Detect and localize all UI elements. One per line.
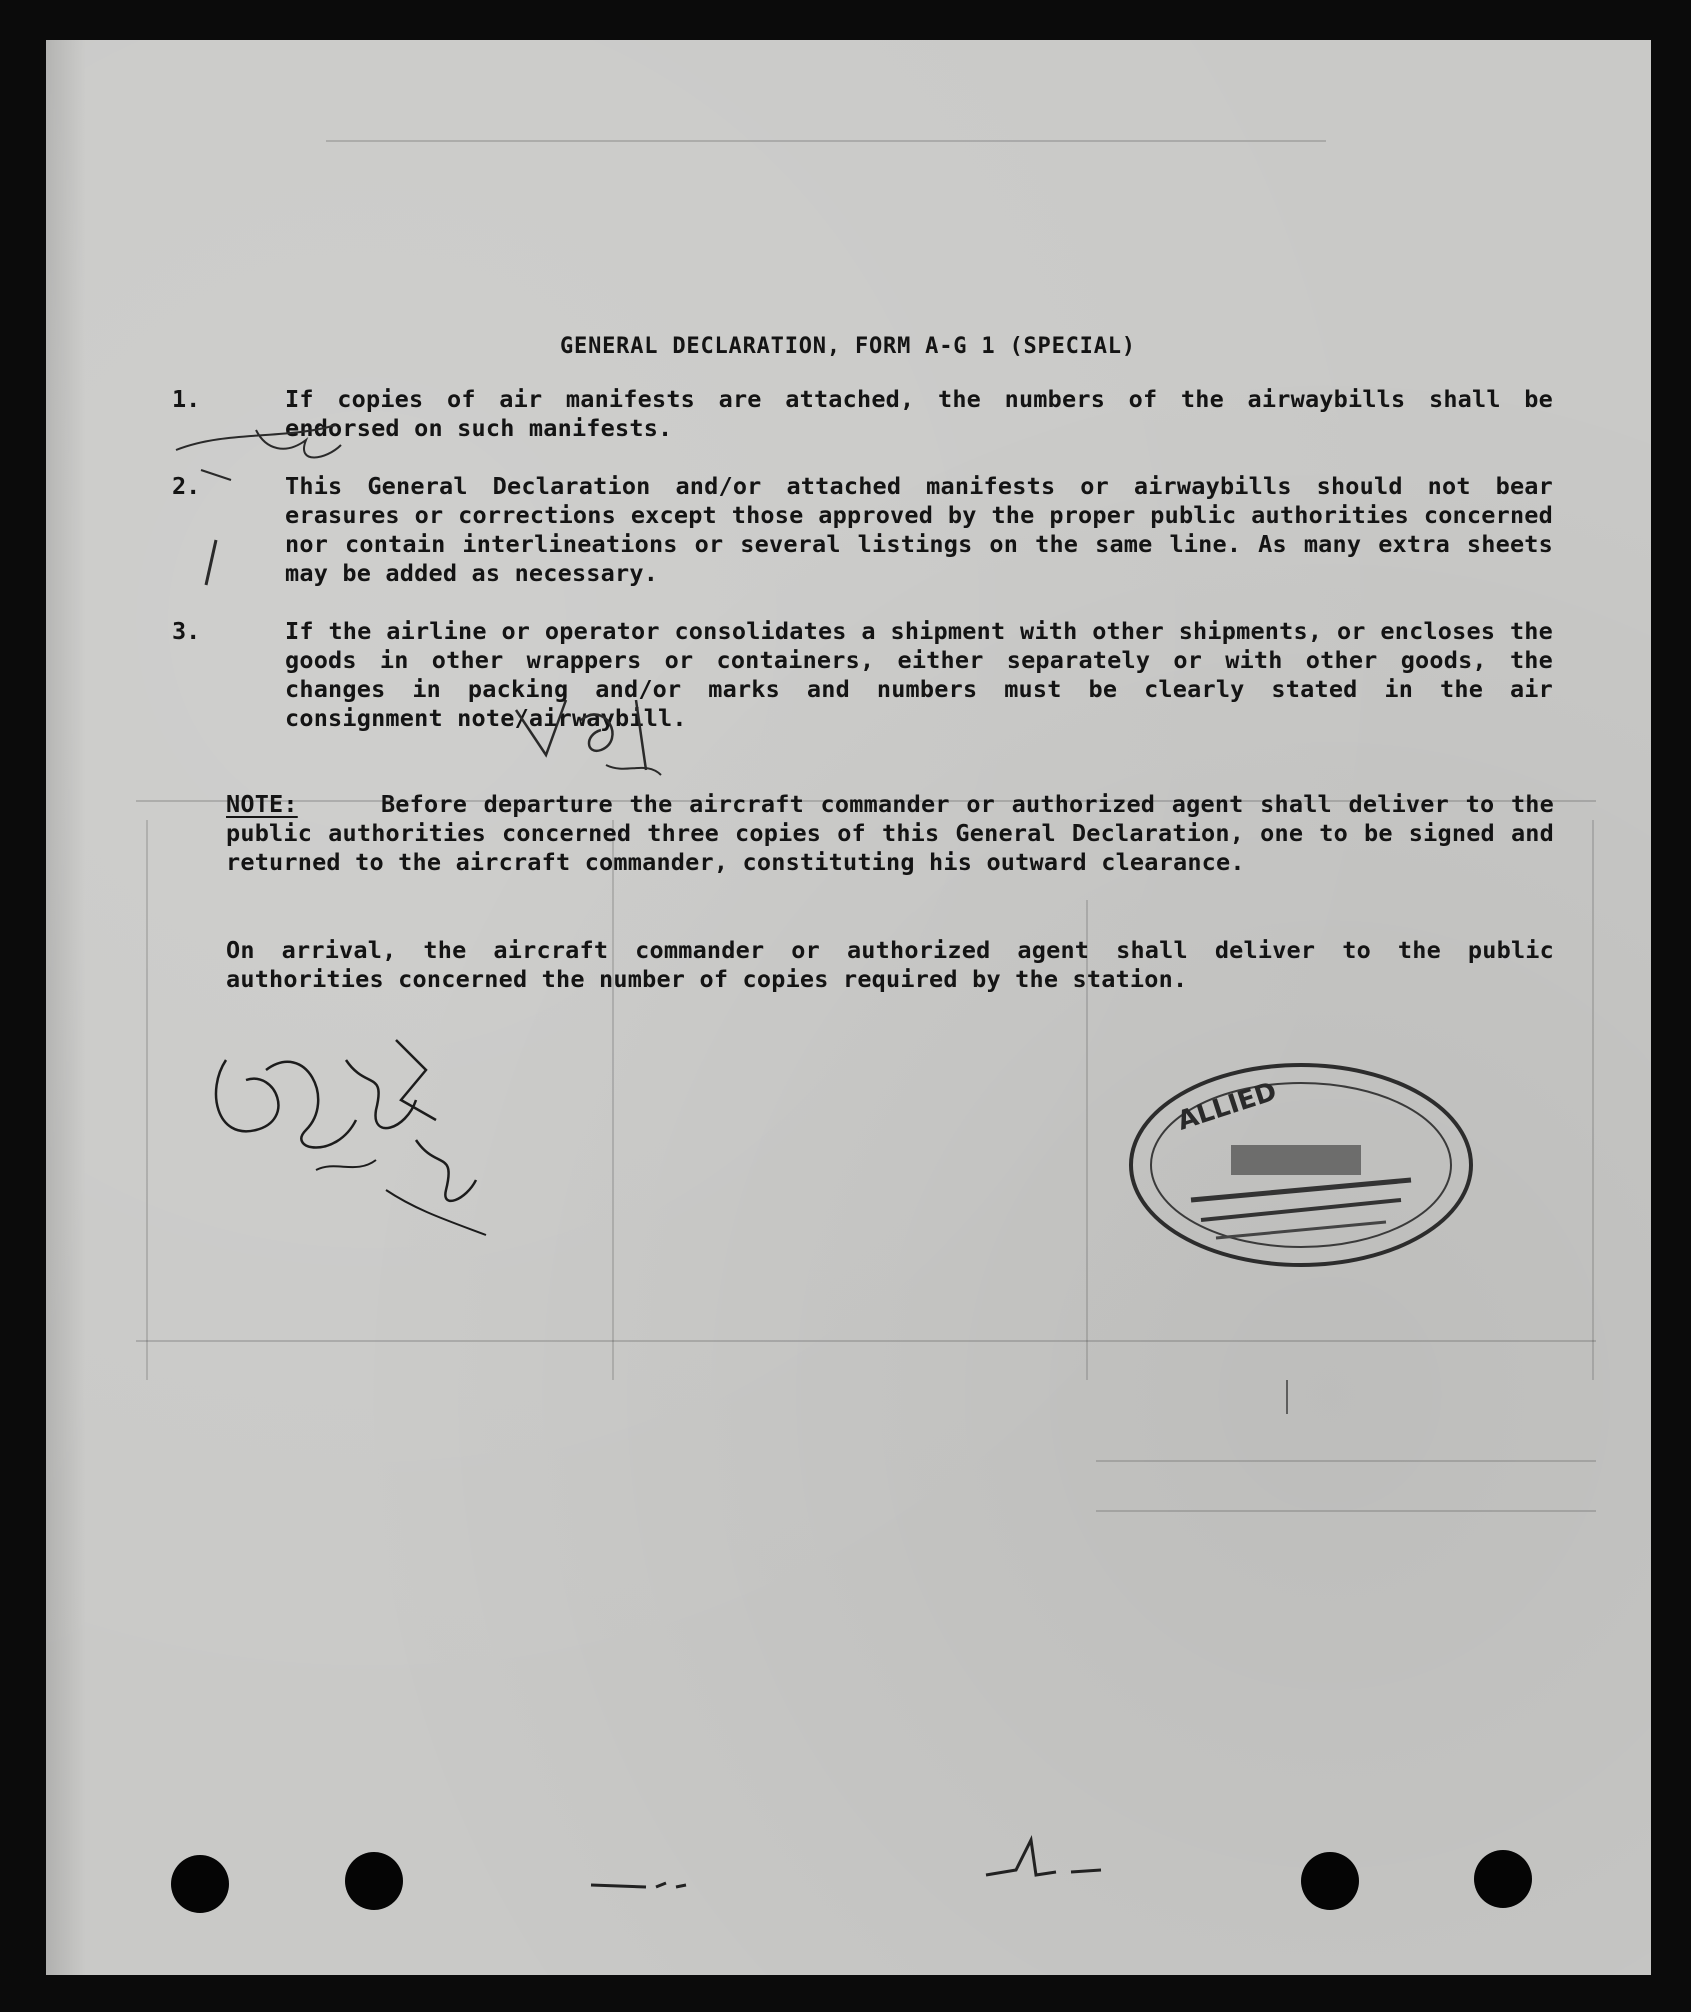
- customs-stamp: [1121, 1050, 1481, 1280]
- item-number: 2.: [172, 472, 201, 500]
- punch-hole: [1301, 1852, 1359, 1910]
- bleed-through-line: [1096, 1510, 1596, 1512]
- note-paragraph: [226, 790, 1554, 877]
- document-page: [46, 40, 1651, 1975]
- arrival-paragraph: On arrival, the aircraft commander or authorized agent shall deliver to the public authorities concerned the number of copies required by the station.: [226, 936, 1554, 993]
- punch-hole: [1474, 1850, 1532, 1908]
- document-title: GENERAL DECLARATION, FORM A-G 1 (SPECIAL): [560, 334, 1136, 359]
- bleed-through-line: [326, 140, 1326, 142]
- bleed-through-line: [1592, 820, 1594, 1380]
- note-text: Before departure the aircraft commander or authorized agent shall deliver to the public authorities concerned three copies of this General Declaration, one to be signed and returned to the aircraft commander, constituting his outward clearance.: [226, 790, 1554, 876]
- bleed-through-line: [146, 820, 148, 1380]
- item-text: This General Declaration and/or attached manifests or airwaybills should not bear erasures or corrections except those approved by the proper public authorities concerned nor contain interlineations or several listings on the same line. As many extra sheets may be added as necessary.: [285, 472, 1553, 587]
- signature-scribble: [186, 1000, 516, 1260]
- item-number: 1.: [172, 385, 201, 413]
- bleed-through-line: [136, 1340, 1596, 1342]
- handwritten-annotation: [486, 680, 726, 810]
- item-text: If the airline or operator consolidates a shipment with other shipments, or encloses the goods in other wrappers or containers, either separately or with other goods, the changes in packing and/or marks and numbers must be clearly stated in the air consignment note/airwaybill.: [285, 617, 1553, 732]
- bleed-through-line: [1096, 1460, 1596, 1462]
- note-label: NOTE:: [226, 790, 298, 818]
- ink-marks: [586, 1865, 706, 1905]
- bleed-through-line: [612, 820, 614, 1380]
- punch-hole: [171, 1855, 229, 1913]
- ink-marks: [976, 1830, 1116, 1890]
- item-text: If copies of air manifests are attached, the numbers of the airwaybills shall be endorsed on such manifests.: [285, 385, 1553, 442]
- tick-mark: [1286, 1380, 1288, 1414]
- punch-hole: [345, 1852, 403, 1910]
- handwritten-annotation: [136, 420, 396, 620]
- stamp-lettering: ALLIED: [1173, 1076, 1281, 1137]
- item-number: 3.: [172, 617, 201, 645]
